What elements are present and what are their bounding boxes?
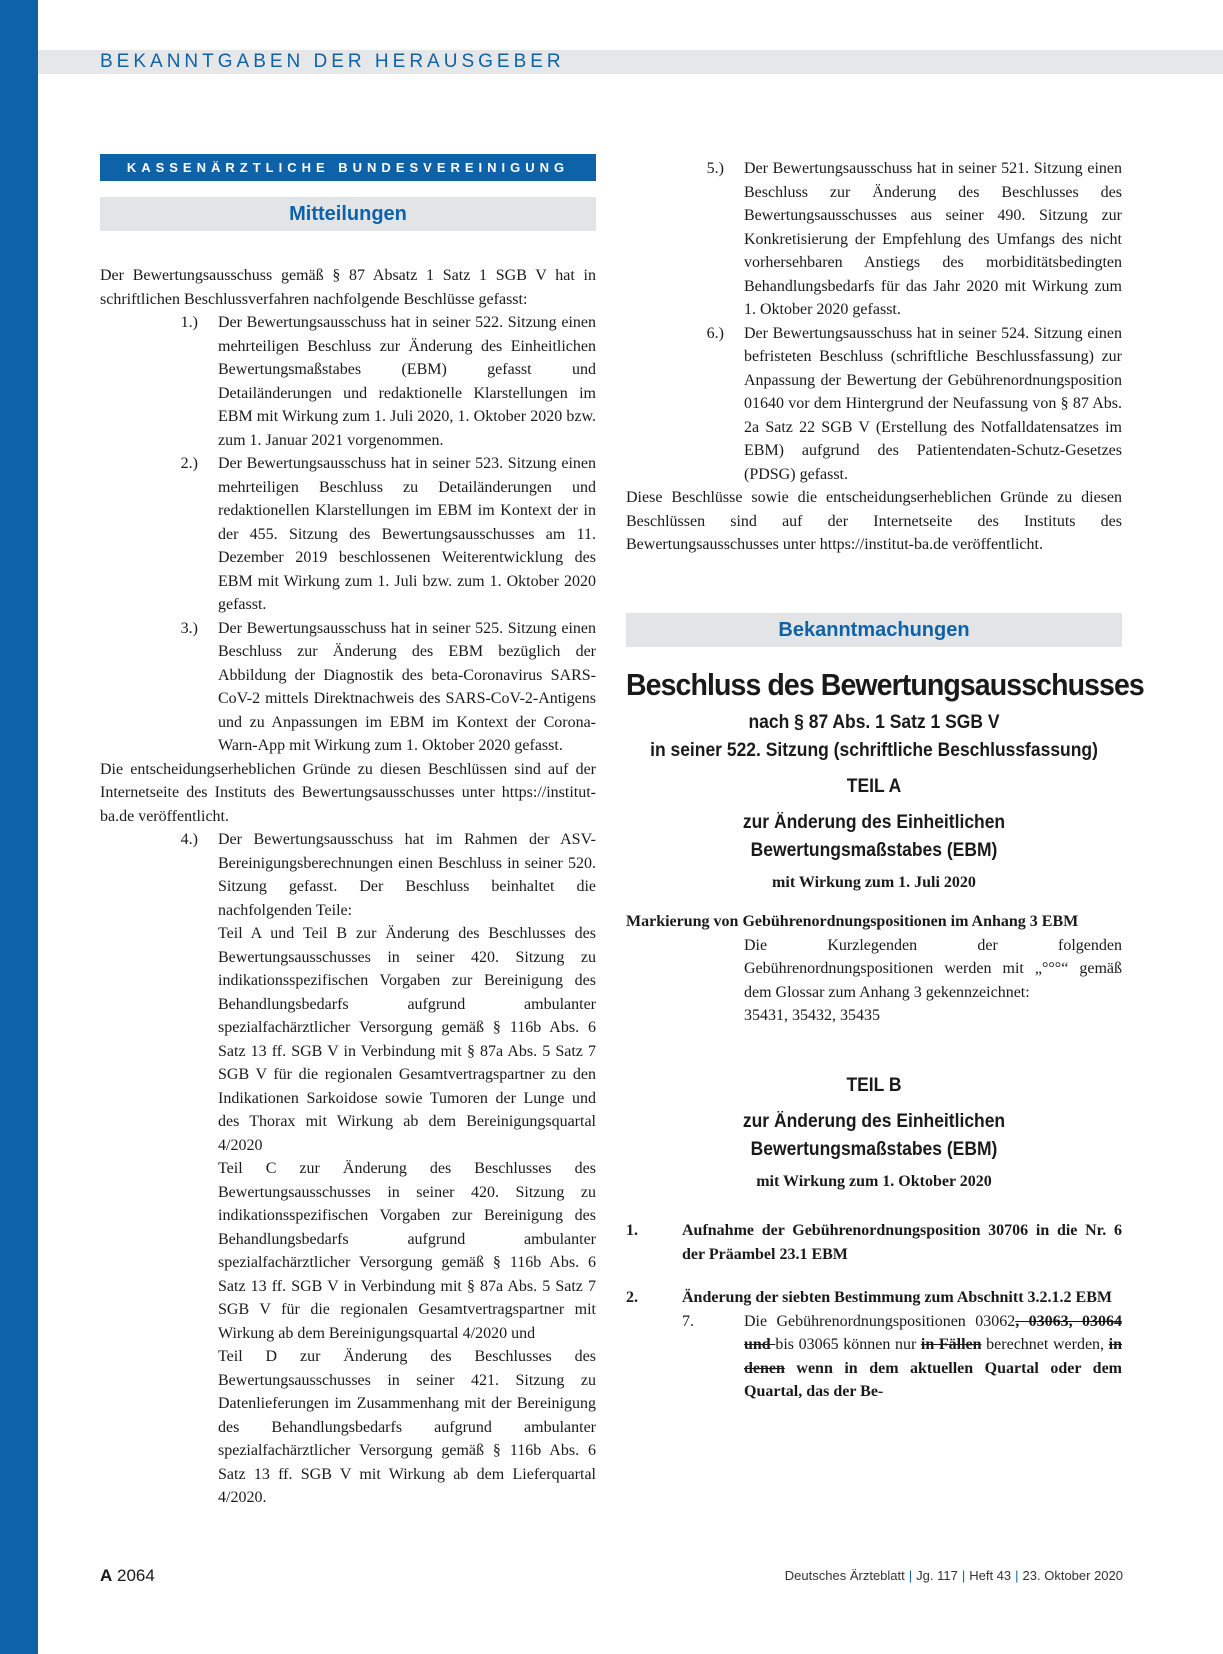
item-text: Der Bewertungsausschuss hat in seiner 523. Sitzung einen mehrteiligen Beschluss zu Detailänderungen und redaktionellen Klarstellungen im EBM im Kontext der in der 455. Sitzung des Bewertungsausschusses am 11. Dezember 2019 beschlossenen Weiterentwicklung des EBM mit Wirkung zum 1. Juli bzw. zum 1. Oktober 2020 gefasst. xyxy=(218,455,596,613)
page-header-title: BEKANNTGABEN DER HERAUSGEBER xyxy=(100,51,565,72)
journal-issue: Heft 43 xyxy=(969,1568,1012,1583)
teil-a-subheading: zur Änderung des Einheitlichen Bewertungsmaßstabes (EBM) xyxy=(742,811,1006,861)
list-item xyxy=(100,828,596,922)
journal-date: 23. Oktober 2020 xyxy=(1022,1568,1123,1583)
rule-number: 7. xyxy=(682,1312,694,1330)
rule-item xyxy=(626,1310,1122,1404)
list-item xyxy=(626,322,1122,487)
item-number: 2.) xyxy=(180,455,198,472)
list-item xyxy=(626,1286,1122,1310)
left-column xyxy=(100,154,596,1510)
rule-text-part: bis 03065 können nur xyxy=(775,1336,921,1353)
item-text: Änderung der siebten Bestimmung zum Abschnitt 3.2.1.2 EBM xyxy=(682,1289,1112,1306)
subtitle-paragraph: nach § 87 Abs. 1 Satz 1 SGB V xyxy=(748,711,1000,733)
item-number: 3.) xyxy=(180,619,198,637)
item-part-c: Teil C zur Änderung des Beschlusses des Bewertungsausschusses in seiner 420. Sitzung zu indikationsspezifischen Vorgaben zur Bereinigung des Behandlungsbedarfs aufgrund ambulanter spezialfachärztlicher Versorgung gemäß § 116b Abs. 6 Satz 13 ff. SGB V in Verbindung mit § 87a Abs. 5 Satz 7 SGB V für die regionalen Gesamtvertragspartner mit Wirkung ab dem Bereinigungsquartal 4/2020 und xyxy=(218,1160,596,1342)
journal-info xyxy=(785,1568,1123,1583)
markierung-codes: 35431, 35432, 35435 xyxy=(744,1007,880,1024)
list-item xyxy=(100,311,596,452)
org-banner: KASSENÄRZTLICHE BUNDESVEREINIGUNG xyxy=(100,154,596,181)
separator: | xyxy=(1015,1568,1019,1583)
rule-struck-text: , 03063, 03064 und xyxy=(744,1312,1122,1353)
teil-a-date: mit Wirkung zum 1. Juli 2020 xyxy=(772,873,976,891)
item-part-ab: Teil A und Teil B zur Änderung des Beschlusses des Bewertungsausschusses in seiner 420. Sitzung zu indikationsspezifischen Vorgaben zur Bereinigung des Behandlungsbedarfs aufgrund ambulanter spezialfachärztlicher Versorgung gemäß § 116b Abs. 6 Satz 13 ff. SGB V in Verbindung mit § 87a Abs. 5 Satz 7 SGB V für die regionalen Gesamtvertragspartner zu den Indikationen Sarkoidose sowie Tumoren der Lunge und des Thorax mit Wirkung ab dem Bereinigungsquartal 4/2020 xyxy=(218,925,596,1154)
item-number: 6.) xyxy=(706,324,724,342)
page-number-value: 2064 xyxy=(117,1566,155,1585)
journal-name: Deutsches Ärzteblatt xyxy=(784,1568,905,1583)
closing-paragraph: Diese Beschlüsse sowie die entscheidungserheblichen Gründe zu diesen Beschlüssen sind auf der Internetseite des Instituts des Bewertungsausschusses unter https://institut-ba.de veröffentlicht. xyxy=(626,489,1122,553)
intro-paragraph: Der Bewertungsausschuss gemäß § 87 Absatz 1 Satz 1 SGB V hat in schriftlichen Beschlussverfahren nachfolgende Beschlüsse gefasst: xyxy=(100,267,596,308)
journal-volume: Jg. 117 xyxy=(916,1568,958,1583)
teil-b-subheading: zur Änderung des Einheitlichen Bewertungsmaßstabes (EBM) xyxy=(742,1110,1006,1160)
list-item xyxy=(100,617,596,758)
item-number: 1.) xyxy=(180,314,198,331)
rule-text-part: berechnet werden, xyxy=(981,1336,1109,1353)
separator: | xyxy=(961,1568,966,1583)
item-number: 2. xyxy=(626,1289,638,1306)
rule-inserted-text: wenn in dem aktuellen Quartal oder dem Quartal, das der Be- xyxy=(744,1359,1122,1400)
list-item xyxy=(626,157,1122,322)
item-text: Der Bewertungsausschuss hat im Rahmen der ASV-Bereinigungsberechnungen einen Beschluss in seiner 520. Sitzung gefasst. Der Beschluss beinhaltet die nachfolgenden Teile: xyxy=(218,831,596,919)
item-text: Der Bewertungsausschuss hat in seiner 525. Sitzung einen Beschluss zur Änderung des EBM bezüglich der Abbildung der Diagnostik des beta-Coronavirus SARS-CoV-2 mittels Direktnachweis des SARS-CoV-2-Antigens und zu Anpassungen im EBM im Kontext der Corona-Warn-App mit Wirkung zum 1. Oktober 2020 gefasst. xyxy=(218,619,596,754)
teil-b-date: mit Wirkung zum 1. Oktober 2020 xyxy=(756,1172,992,1190)
rule-text-part: Die Gebührenordnungspositionen 03062 xyxy=(744,1312,1016,1330)
document-title: Beschluss des Bewertungsausschusses xyxy=(626,666,1144,702)
rule-text xyxy=(716,1310,1122,1404)
item-text: Der Bewertungsausschuss hat in seiner 522. Sitzung einen mehrteiligen Beschluss zur Änderung des Einheitlichen Bewertungsmaßstabes (EBM) gefasst und Detailänderungen und redaktionelle Klarstellungen im EBM mit Wirkung zum 1. Juli 2020, 1. Oktober 2020 bzw. zum 1. Januar 2021 vorgenommen. xyxy=(218,314,596,449)
item-text: Der Bewertungsausschuss hat in seiner 524. Sitzung einen befristeten Beschluss (schriftliche Beschlussfassung) zur Anpassung der Bewertung der Gebührenordnungsposition 01640 vor dem Hintergrund der Neufassung von § 87 Abs. 2a Satz 22 SGB V (Erstellung des Notfalldatensatzes im EBM) aufgrund des Patientendaten-Schutz-Gesetzes (PDSG) gefasst. xyxy=(744,324,1122,483)
page-number xyxy=(100,1566,155,1586)
left-accent-bar xyxy=(0,0,38,1654)
section-heading-mitteilungen: Mitteilungen xyxy=(100,197,596,231)
rule-struck-text: in denen xyxy=(744,1336,1123,1377)
item-part-d: Teil D zur Änderung des Beschlusses des Bewertungsausschusses in seiner 421. Sitzung zu Datenlieferungen im Zusammenhang mit der Bereinigung des Behandlungsbedarfs aufgrund ambulanter spezialfachärztlicher Versorgung gemäß § 116b Abs. 6 Satz 13 ff. SGB V mit Wirkung ab dem Lieferquartal 4/2020. xyxy=(218,1348,596,1506)
subtitle-session: in seiner 522. Sitzung (schriftliche Beschlussfassung) xyxy=(650,739,1098,761)
teil-a-heading: TEIL A xyxy=(846,775,902,797)
separator: | xyxy=(908,1568,913,1583)
item-number: 4.) xyxy=(180,831,198,848)
teil-b-heading: TEIL B xyxy=(846,1074,902,1096)
item-number: 1. xyxy=(626,1222,638,1239)
item-number: 5.) xyxy=(706,160,724,177)
markierung-heading: Markierung von Gebührenordnungspositionen im Anhang 3 EBM xyxy=(626,913,1079,930)
list-item xyxy=(626,1219,1122,1266)
section-heading-bekanntmachungen: Bekanntmachungen xyxy=(626,613,1122,647)
page-prefix: A xyxy=(100,1566,113,1585)
item-text: Aufnahme der Gebührenordnungsposition 30706 in die Nr. 6 der Präambel 23.1 EBM xyxy=(682,1222,1122,1263)
markierung-text: Die Kurzlegenden der folgenden Gebührenordnungspositionen werden mit „°°°“ gemäß dem Glossar zum Anhang 3 gekennzeichnet: xyxy=(744,936,1122,1001)
item-text: Der Bewertungsausschuss hat in seiner 521. Sitzung einen Beschluss zur Änderung des Beschlusses des Bewertungsausschusses aus seiner 490. Sitzung zur Konkretisierung der Empfehlung des Umfangs des nicht vorhersehbaren Anstiegs des morbiditätsbedingten Behandlungsbedarfs für das Jahr 2020 mit Wirkung zum 1. Oktober 2020 gefasst. xyxy=(744,160,1122,318)
rule-struck-text: in Fällen xyxy=(920,1336,982,1353)
list-item xyxy=(100,452,596,617)
middle-paragraph: Die entscheidungserheblichen Gründe zu diesen Beschlüssen sind auf der Internetseite des Instituts des Bewertungsausschusses unter https://institut-ba.de veröffentlicht. xyxy=(100,760,596,825)
right-column xyxy=(626,154,1144,1404)
